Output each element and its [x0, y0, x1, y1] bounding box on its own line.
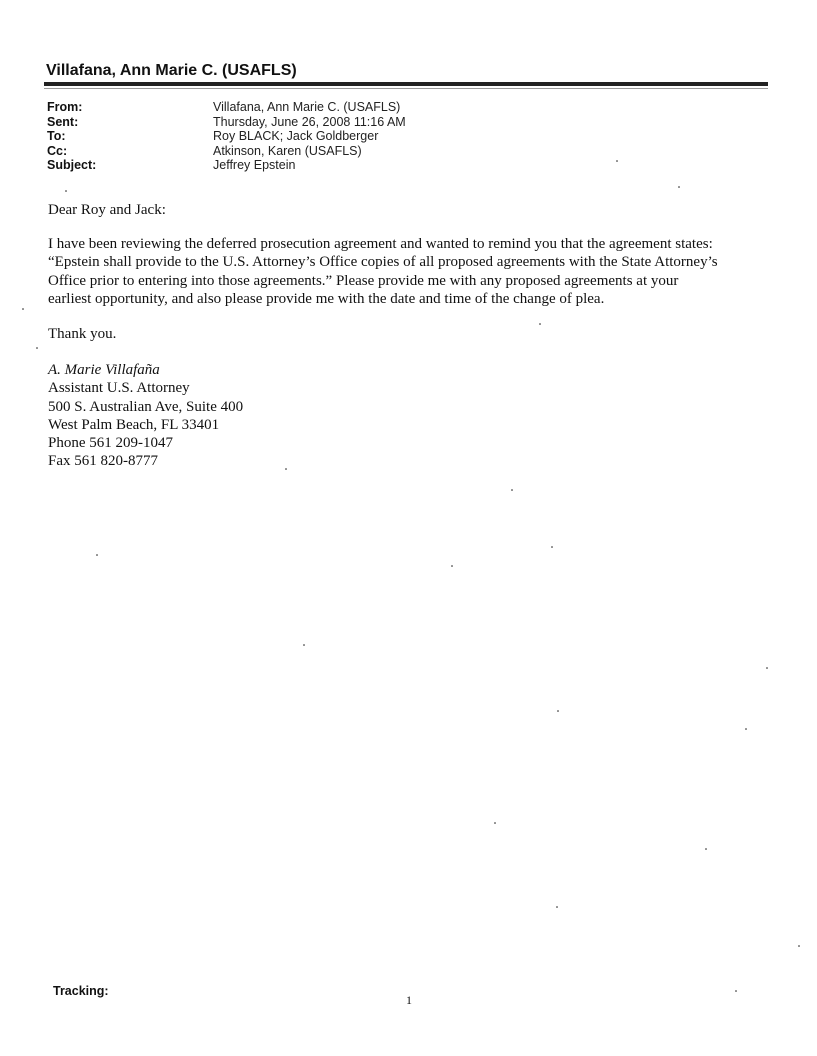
scan-speck [616, 160, 618, 162]
meta-row-sent [47, 115, 406, 130]
scan-speck [678, 186, 680, 188]
meta-value-to: Roy BLACK; Jack Goldberger [213, 129, 379, 144]
scan-speck [539, 323, 541, 325]
header-divider [44, 82, 768, 86]
scan-speck [766, 667, 768, 669]
meta-label: Subject: [47, 158, 97, 173]
scan-speck [96, 554, 98, 556]
meta-value-subject: Jeffrey Epstein [213, 158, 296, 173]
signature-name: A. Marie Villafaña [48, 362, 160, 379]
sender-title: Villafana, Ann Marie C. (USAFLS) [46, 62, 297, 79]
paragraph-line: “Epstein shall provide to the U.S. Attorney’s Office copies of all proposed agreements with the State Attorney’s [48, 254, 718, 271]
scan-speck [303, 644, 305, 646]
scan-speck [798, 945, 800, 947]
meta-label: Sent: [47, 114, 79, 129]
scan-speck [36, 347, 38, 349]
scan-speck [745, 728, 747, 730]
scan-speck [557, 710, 559, 712]
scan-speck [551, 546, 553, 548]
header-divider-thin [44, 88, 768, 89]
scan-speck [285, 468, 287, 470]
scan-speck [735, 990, 737, 992]
scan-speck [511, 489, 513, 491]
meta-label: Cc: [47, 143, 68, 158]
meta-row-subject [47, 158, 406, 173]
body-paragraph [48, 235, 788, 308]
greeting: Dear Roy and Jack: [48, 202, 166, 218]
meta-row-to [47, 129, 406, 144]
scan-speck [556, 906, 558, 908]
tracking-label: Tracking: [53, 984, 109, 998]
signature-address-line-1: 500 S. Australian Ave, Suite 400 [48, 398, 244, 415]
signature-phone: Phone 561 209-1047 [48, 435, 173, 452]
meta-row-from [47, 100, 406, 115]
meta-row-cc [47, 144, 406, 159]
paragraph-line: I have been reviewing the deferred prosecution agreement and wanted to remind you that the agreement states: [48, 236, 713, 253]
scan-speck [705, 848, 707, 850]
meta-value-cc: Atkinson, Karen (USAFLS) [213, 143, 362, 158]
signature-title: Assistant U.S. Attorney [48, 380, 190, 397]
meta-value-sent: Thursday, June 26, 2008 11:16 AM [213, 114, 406, 129]
scan-speck [22, 308, 24, 310]
meta-label: From: [47, 100, 83, 114]
meta-value-from: Villafana, Ann Marie C. (USAFLS) [213, 100, 401, 114]
scan-speck [494, 822, 496, 824]
signature-fax: Fax 561 820-8777 [48, 453, 158, 470]
meta-label: To: [47, 129, 66, 144]
scan-speck [65, 190, 67, 192]
page-number: 1 [406, 993, 412, 1007]
paragraph-line: earliest opportunity, and also please provide me with the date and time of the change of plea. [48, 290, 605, 307]
scan-speck [451, 565, 453, 567]
email-meta [47, 100, 406, 173]
signature-block [48, 361, 788, 470]
closing: Thank you. [48, 326, 117, 343]
paragraph-line: Office prior to entering into those agreements.” Please provide me with any proposed agreements at your [48, 272, 679, 289]
email-body [48, 201, 788, 470]
signature-address-line-2: West Palm Beach, FL 33401 [48, 416, 220, 433]
